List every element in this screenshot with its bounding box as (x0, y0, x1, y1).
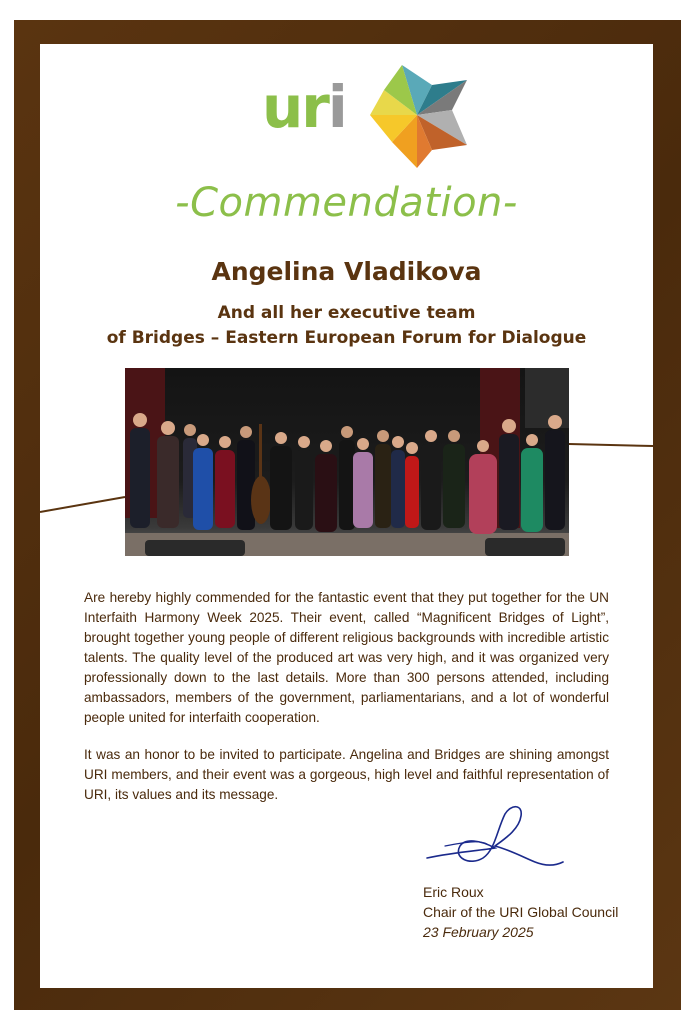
subtitle-line-1: And all her executive team (217, 303, 476, 323)
group-photo (125, 368, 569, 556)
signer-role: Chair of the URI Global Council (423, 904, 619, 920)
certificate-date: 23 February 2025 (423, 924, 534, 940)
commendation-paragraph-2: It was an honor to be invited to participate. Angelina and Bridges are shining amongst URI members, and their event was a gorgeous, high level and faithful representation of URI, its values and its message. (84, 747, 609, 802)
honoree-name: Angelina Vladikova (211, 257, 482, 286)
commendation-paragraph-1: Are hereby highly commended for the fantastic event that they put together for the UN Interfaith Harmony Week 2025. Their event, called “Magnificent Bridges of Light”, brought together young people of different religious backgrounds with incredible artistic talents. The quality level of the produced art was very high, and it was organized very professionally down to the last details. More than 300 persons attended, including ambassadors, members of the government, parliamentarians, and a lot of wonderful people united for interfaith cooperation. (84, 590, 609, 725)
uri-logo (262, 60, 477, 172)
logo-ur: ur (262, 73, 328, 141)
uri-star-icon (362, 60, 472, 170)
logo-i: i (327, 73, 346, 141)
subtitle-line-2: of Bridges – Eastern European Forum for Dialogue (106, 328, 587, 348)
logo-wordmark (262, 73, 346, 141)
signature-icon (425, 800, 565, 875)
certificate-title: -Commendation- (175, 180, 518, 226)
signer-name: Eric Roux (423, 884, 484, 900)
